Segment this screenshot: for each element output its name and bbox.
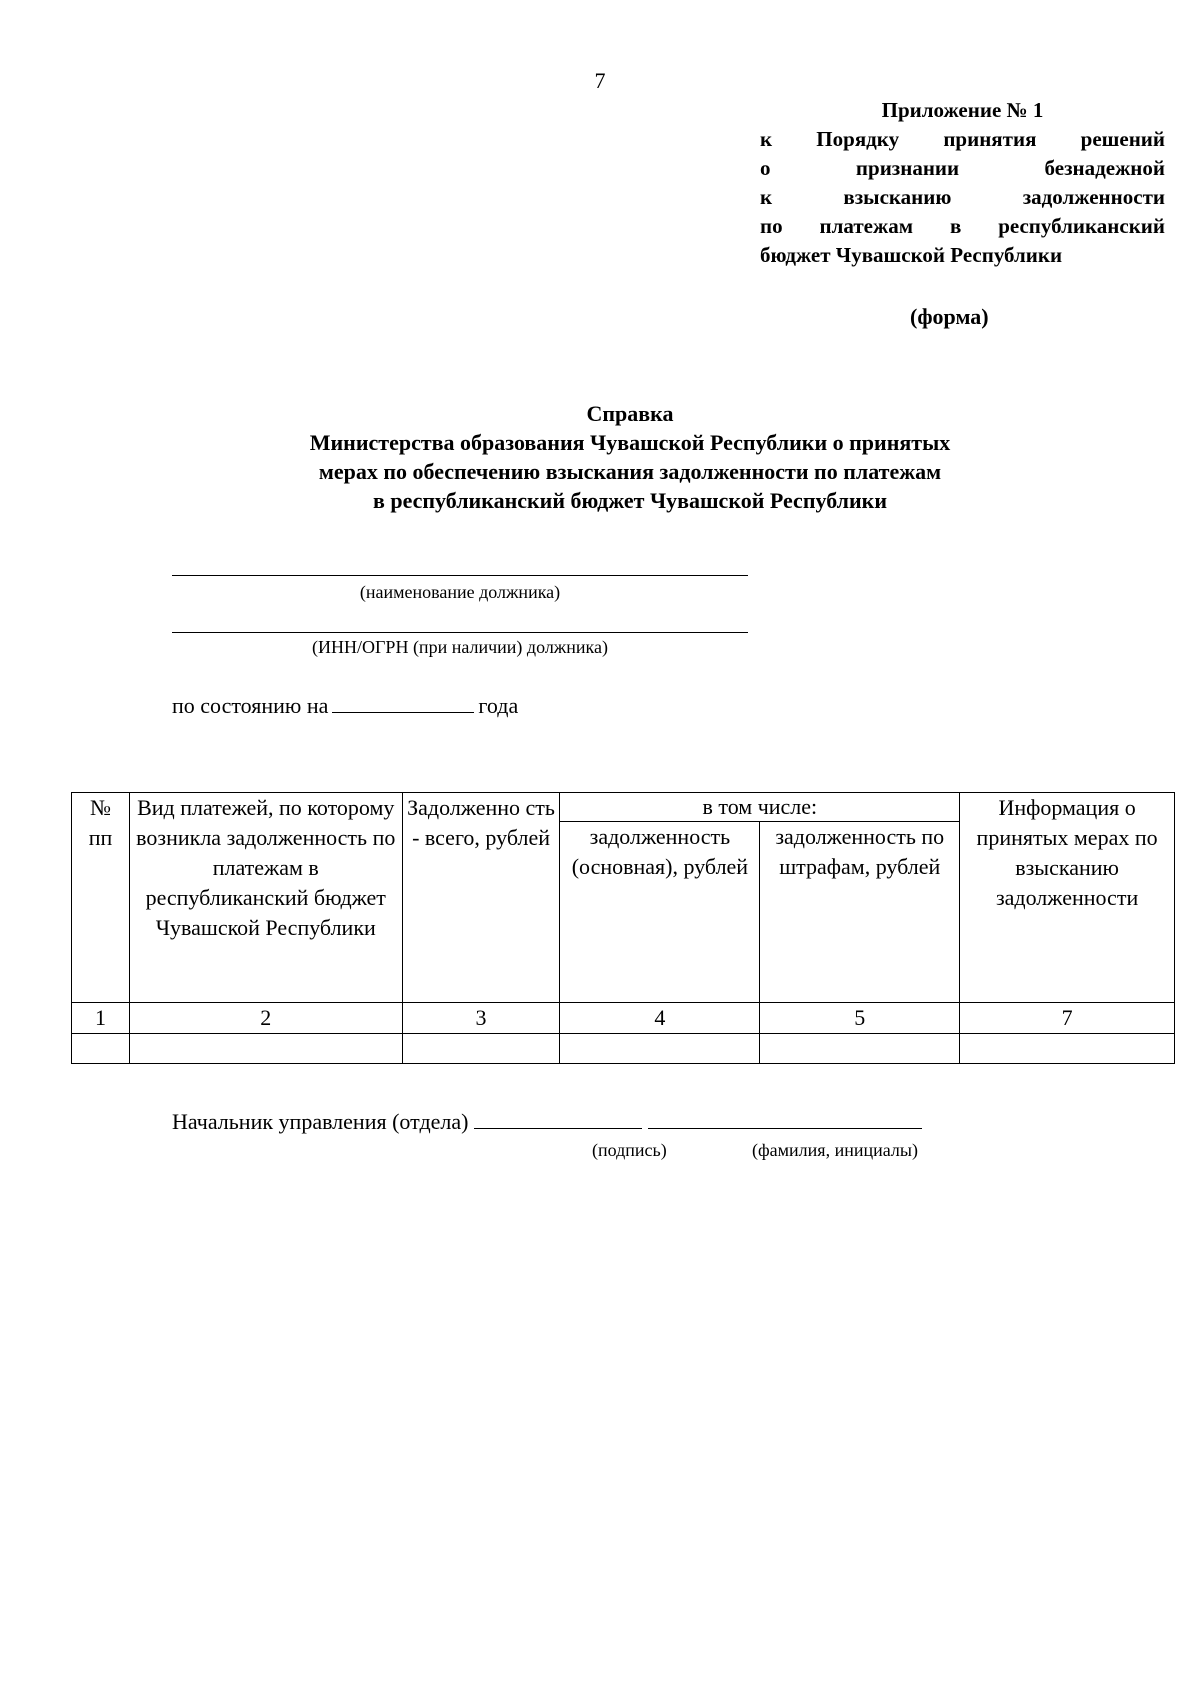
column-number: 7 — [960, 1003, 1175, 1034]
appendix-line: о признании безнадежной — [760, 156, 1165, 180]
as-of-blank — [332, 692, 474, 713]
header-payment-type: Вид платежей, по которому возникла задолженность по платежам в республиканский бюджет Чувашской Республики — [129, 793, 402, 1003]
empty-cell — [72, 1034, 130, 1064]
debtor-name-line — [172, 575, 748, 576]
appendix-line: к Порядку принятия решений — [760, 127, 1165, 151]
heading-line: Министерства образования Чувашской Республики о принятых — [309, 430, 951, 455]
debtor-name-caption: (наименование должника) — [359, 582, 561, 602]
signature-blank — [474, 1108, 642, 1129]
debt-table — [71, 792, 1175, 1064]
column-number: 5 — [760, 1003, 960, 1034]
page-number: 7 — [594, 68, 606, 93]
header-fines-debt: задолженность по штрафам, рублей — [760, 822, 960, 1003]
form-label: (форма) — [910, 304, 989, 329]
appendix-block — [760, 96, 1165, 270]
document-heading — [200, 399, 1060, 515]
empty-cell — [402, 1034, 560, 1064]
signature-label: Начальник управления (отдела) — [172, 1109, 469, 1134]
header-info: Информация о принятых мерах по взысканию задолженности — [960, 793, 1175, 1003]
header-total-debt: Задолженно сть - всего, рублей — [402, 793, 560, 1003]
appendix-line: бюджет Чувашской Республики — [760, 243, 1063, 267]
name-blank — [648, 1108, 922, 1129]
appendix-title: Приложение № 1 — [881, 98, 1044, 122]
as-of-prefix: по состоянию на — [172, 693, 329, 718]
column-number: 2 — [129, 1003, 402, 1034]
column-number: 4 — [560, 1003, 760, 1034]
empty-cell — [960, 1034, 1175, 1064]
appendix-line: к взысканию задолженности — [760, 185, 1165, 209]
signature-row — [172, 1108, 922, 1135]
debtor-inn-line — [172, 632, 748, 633]
empty-cell — [760, 1034, 960, 1064]
name-caption: (фамилия, инициалы) — [752, 1140, 918, 1160]
header-group: в том числе: — [560, 793, 960, 822]
heading-title: Справка — [586, 401, 674, 426]
empty-cell — [560, 1034, 760, 1064]
header-num: № пп — [72, 793, 130, 1003]
as-of-date — [172, 692, 518, 719]
heading-line: в республиканский бюджет Чувашской Республики — [372, 488, 888, 513]
heading-line: мерах по обеспечению взыскания задолженности по платежам — [318, 459, 942, 484]
as-of-suffix: года — [478, 693, 519, 718]
appendix-line: по платежам в республиканский — [760, 214, 1165, 238]
header-main-debt: задолженность (основная), рублей — [560, 822, 760, 1003]
column-number: 3 — [402, 1003, 560, 1034]
debtor-inn-caption: (ИНН/ОГРН (при наличии) должника) — [312, 637, 608, 657]
signature-caption: (подпись) — [592, 1140, 667, 1160]
column-number: 1 — [72, 1003, 130, 1034]
empty-cell — [129, 1034, 402, 1064]
